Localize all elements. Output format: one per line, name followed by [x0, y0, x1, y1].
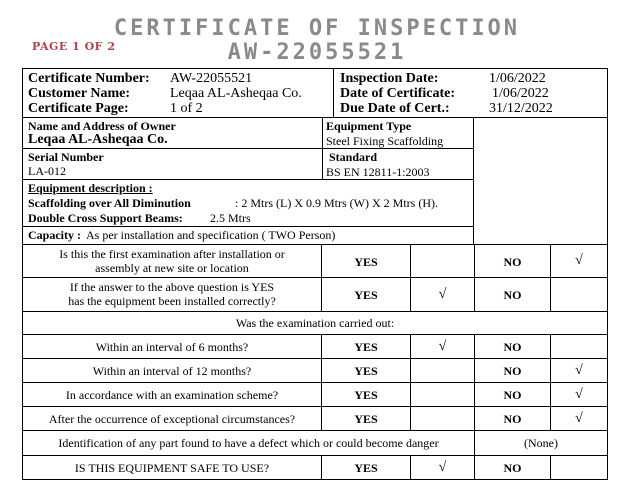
exam1-yes-label: YES: [354, 340, 378, 354]
question-installed-line2: has the equipment been installed correctly?: [68, 294, 276, 308]
exam4-yes-mark-cell: [410, 406, 475, 431]
blank-side-cell: [473, 117, 608, 245]
exam4-no-check-icon: √: [575, 411, 583, 426]
due-date-value: 31/12/2022: [489, 101, 553, 116]
exam1-yes-check-icon: √: [438, 339, 447, 354]
exam4-yes-label: YES: [354, 412, 378, 426]
exam-header: Was the examination carried out:: [235, 316, 395, 330]
exam2-yes-mark-cell: [410, 358, 475, 383]
exam3-yes-label: YES: [354, 388, 378, 402]
serial-number-label: Serial Number: [28, 150, 104, 164]
certificate-number-value: AW-22055521: [170, 71, 253, 86]
question-installed-line1: If the answer to the above question is YES: [69, 280, 275, 294]
q2-no-mark-cell: [550, 277, 608, 312]
cross-beams-value: 2.5 Mtrs: [210, 211, 251, 225]
certificate-page-value: 1 of 2: [170, 101, 203, 116]
q1-yes-mark-cell: [410, 244, 475, 278]
standard-value: BS EN 12811-1:2003: [326, 165, 430, 179]
q2-yes-check-icon: √: [438, 287, 447, 302]
q1-no-label: NO: [503, 255, 522, 269]
certificate-number-title: AW-22055521: [227, 40, 407, 65]
exam-exceptional-question: After the occurrence of exceptional circumstances?: [48, 412, 296, 426]
standard-label: Standard: [329, 150, 378, 164]
customer-name-label: Customer Name:: [28, 86, 130, 101]
equipment-type-value: Steel Fixing Scaffolding: [326, 134, 444, 148]
safe-no-label: NO: [503, 461, 522, 475]
q1-yes-label: YES: [354, 255, 378, 269]
page-indicator: PAGE 1 OF 2: [32, 40, 116, 53]
owner-label: Name and Address of Owner: [28, 119, 176, 133]
q2-no-label: NO: [503, 288, 522, 302]
cross-beams-label: Double Cross Support Beams:: [28, 211, 183, 225]
inspection-date-value: 1/06/2022: [489, 71, 546, 86]
question-first-exam-line2: assembly at new site or location: [95, 261, 249, 275]
defect-label: Identification of any part found to have a defect which or could become danger: [58, 436, 439, 450]
exam1-no-label: NO: [503, 340, 522, 354]
scaffolding-dimension-value: : 2 Mtrs (L) X 0.9 Mtrs (W) X 2 Mtrs (H).: [235, 196, 438, 210]
owner-value: Leqaa AL-Asheqaa Co.: [28, 132, 168, 147]
certificate-date-value: 1/06/2022: [492, 86, 549, 101]
q2-yes-label: YES: [354, 288, 378, 302]
safe-no-mark-cell: [550, 455, 608, 480]
exam4-no-label: NO: [503, 412, 522, 426]
defect-value: (None): [524, 436, 558, 450]
certificate-page-label: Certificate Page:: [28, 101, 129, 116]
exam3-no-check-icon: √: [575, 387, 583, 402]
scaffolding-dimension-label: Scaffolding over All Diminution: [28, 196, 191, 210]
exam2-yes-label: YES: [354, 364, 378, 378]
certificate-date-label: Date of Certificate:: [340, 86, 456, 101]
serial-number-value: LA-012: [28, 164, 66, 178]
safe-yes-label: YES: [354, 461, 378, 475]
capacity-value: As per installation and specification ( TWO Person): [86, 228, 336, 242]
equipment-description-label: Equipment description :: [28, 181, 153, 195]
equipment-type-label: Equipment Type: [326, 119, 412, 133]
exam3-yes-mark-cell: [410, 382, 475, 407]
exam-6-months-question: Within an interval of 6 months?: [95, 340, 249, 354]
exam3-no-label: NO: [503, 388, 522, 402]
safe-yes-check-icon: √: [438, 460, 447, 475]
exam-scheme-question: In accordance with an examination scheme?: [65, 388, 279, 402]
customer-name-value: Leqaa AL-Asheqaa Co.: [170, 86, 302, 101]
q1-no-check-icon: √: [575, 253, 583, 268]
due-date-label: Due Date of Cert.:: [340, 101, 450, 116]
certificate-number-label: Certificate Number:: [28, 71, 150, 86]
exam-12-months-question: Within an interval of 12 months?: [92, 364, 252, 378]
exam2-no-check-icon: √: [575, 363, 583, 378]
inspection-date-label: Inspection Date:: [340, 71, 439, 86]
exam2-no-label: NO: [503, 364, 522, 378]
question-first-exam-line1: Is this the first examination after installation or: [59, 247, 285, 261]
certificate-title: CERTIFICATE OF INSPECTION: [113, 16, 521, 41]
safe-to-use-question: IS THIS EQUIPMENT SAFE TO USE?: [74, 461, 270, 475]
exam1-no-mark-cell: [550, 334, 608, 359]
capacity-label: Capacity :: [28, 228, 81, 242]
